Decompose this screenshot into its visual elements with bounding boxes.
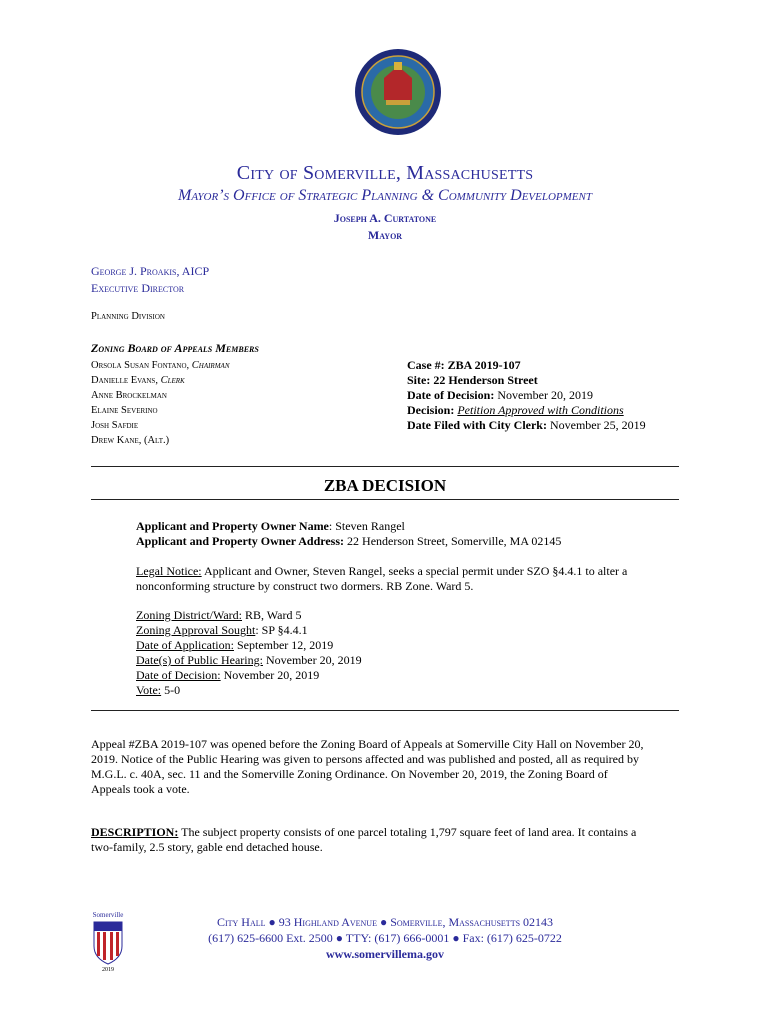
divider — [91, 466, 679, 467]
member-item: Anne Brockelman — [91, 390, 167, 401]
director-title: Executive Director — [91, 281, 185, 295]
footer-address: City Hall ● 93 Highland Avenue ● Somerville, Massachusetts 02143 — [216, 915, 554, 929]
case-decision: Decision: Petition Approved with Conditions — [407, 403, 624, 417]
member-item: Drew Kane, (Alt.) — [91, 435, 170, 446]
case-info — [407, 358, 646, 433]
city-title: City of Somerville, Massachusetts — [236, 162, 534, 184]
case-site: Site: 22 Henderson Street — [407, 373, 538, 387]
appeal-paragraph: Appeal #ZBA 2019-107 was opened before the Zoning Board of Appeals at Somerville City Hall on November 20, 2019. Notice of the Public Hearing was given to persons affected and was published and posted, all as required by M.G.L. c. 40A, sec. 11 and the Somerville Zoning Ordinance. On November 20, 2019, the Zoning Board of Appeals took a vote. — [91, 737, 644, 796]
logo-text: Somerville — [92, 911, 124, 919]
detail-row: Zoning Approval Sought: SP §4.4.1 — [136, 623, 308, 637]
member-item: Danielle Evans, Clerk — [91, 375, 185, 386]
case-number: Case #: ZBA 2019-107 — [407, 358, 521, 372]
member-item: Elaine Severino — [91, 405, 158, 416]
divider — [91, 710, 679, 711]
case-date-filed: Date Filed with City Clerk: November 25, 2019 — [407, 418, 646, 432]
decision-title: ZBA DECISION — [323, 476, 447, 495]
footer-phones: (617) 625-6600 Ext. 2500 ● TTY: (617) 666-0001 ● Fax: (617) 625-0722 — [208, 931, 562, 945]
city-seal — [354, 48, 442, 136]
detail-row: Date of Application: September 12, 2019 — [136, 638, 334, 652]
detail-row: Zoning District/Ward: RB, Ward 5 — [136, 608, 302, 622]
detail-row: Date(s) of Public Hearing: November 20, 2019 — [136, 653, 362, 667]
office-title: Mayor’s Office of Strategic Planning & Community Development — [178, 187, 592, 204]
description-label: DESCRIPTION: — [91, 825, 179, 839]
board-members-list — [91, 358, 229, 448]
case-date-of-decision: Date of Decision: November 20, 2019 — [407, 388, 593, 402]
decision-details — [136, 608, 362, 698]
applicant-block — [136, 519, 561, 549]
footer-website-link[interactable]: www.somervillema.gov — [326, 947, 444, 961]
board-heading: Zoning Board of Appeals Members — [91, 341, 259, 355]
member-item: Josh Safdie — [91, 420, 139, 431]
executive-director-block — [91, 263, 209, 297]
detail-row: Date of Decision: November 20, 2019 — [136, 668, 320, 682]
applicant-address: Applicant and Property Owner Address: 22 Henderson Street, Somerville, MA 02145 — [136, 534, 562, 548]
division-label: Planning Division — [91, 311, 165, 322]
applicant-name: Applicant and Property Owner Name: Steven Rangel — [136, 519, 405, 533]
director-name: George J. Proakis, AICP — [91, 264, 210, 278]
member-item: Orsola Susan Fontano, Chairman — [91, 360, 230, 371]
description-paragraph: DESCRIPTION: The subject property consists of one parcel totaling 1,797 square feet of land area. It contains a two-family, 2.5 story, gable end detached house. — [91, 825, 637, 854]
mayor-title: Mayor — [367, 228, 403, 242]
legal-notice: Legal Notice: Applicant and Owner, Steven Rangel, seeks a special permit under SZO §4.4.1 to alter a nonconforming structure by construct two dormers. RB Zone. Ward 5. — [136, 564, 628, 593]
detail-row: Vote: 5-0 — [136, 683, 181, 697]
logo-year: 2019 — [102, 967, 114, 972]
mayor-name: Joseph A. Curtatone — [333, 211, 437, 225]
divider — [91, 499, 679, 500]
